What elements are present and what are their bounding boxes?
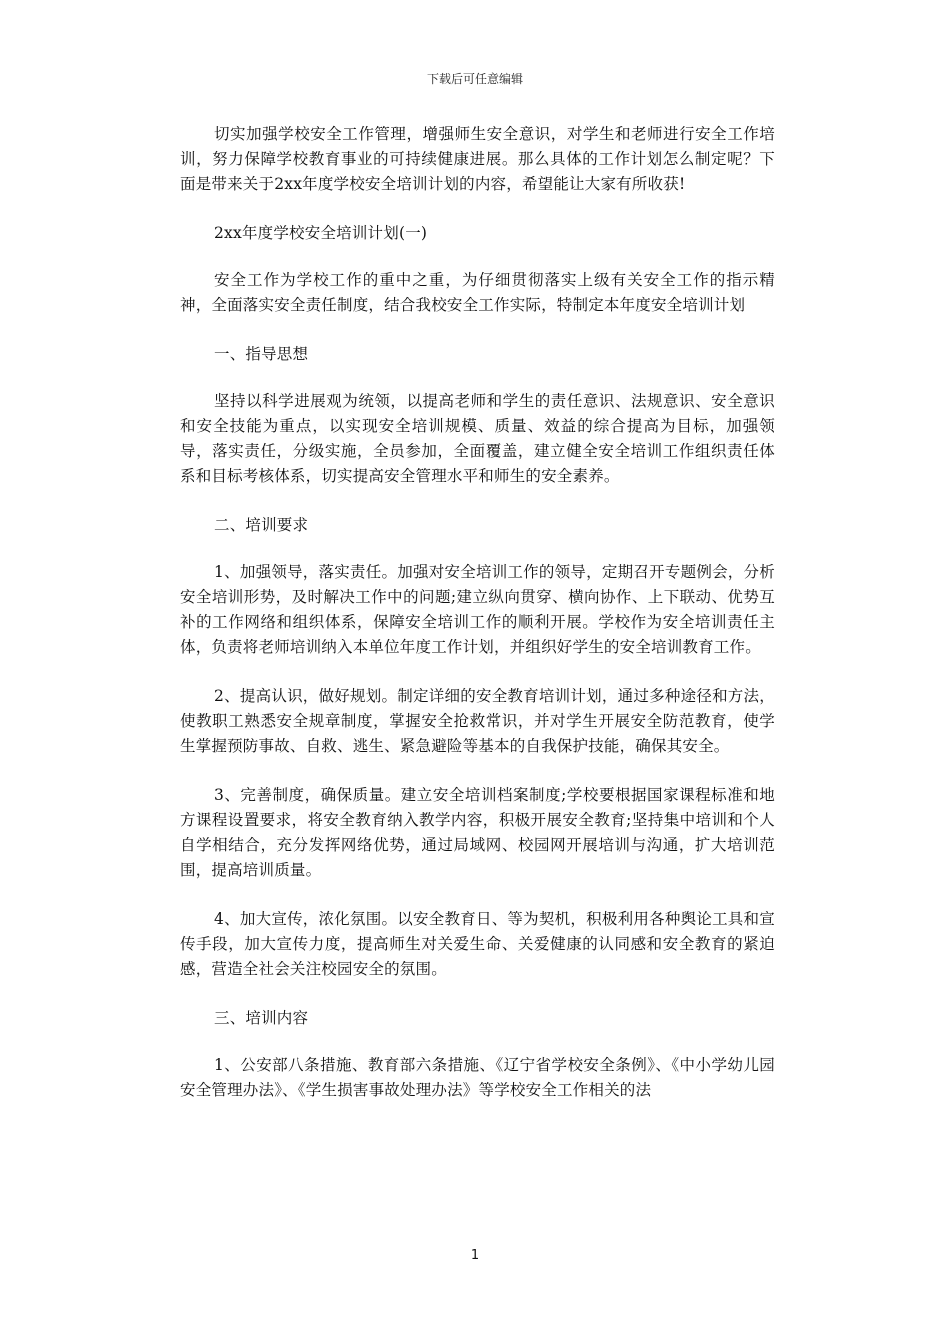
page-header: 下载后可任意编辑	[426, 72, 523, 86]
intro-paragraph: 切实加强学校安全工作管理，增强师生安全意识，对学生和老师进行安全工作培训，努力保障学校教育事业的可持续健康进展。那么具体的工作计划怎么制定呢？下面是带来关于2xx年度学校安全培训计划的内容，希望能让大家有所收获!	[180, 125, 775, 193]
section-heading-training-content: 三、培训内容	[214, 1009, 309, 1027]
preface-paragraph: 安全工作为学校工作的重中之重，为仔细贯彻落实上级有关安全工作的指示精神，全面落实安全责任制度，结合我校安全工作实际，特制定本年度安全培训计划	[180, 271, 775, 314]
page-number: 1	[470, 1248, 480, 1263]
requirement-item-1: 1、加强领导，落实责任。加强对安全培训工作的领导，定期召开专题例会，分析安全培训形势，及时解决工作中的问题;建立纵向贯穿、横向协作、上下联动、优势互补的工作网络和组织体系，保障安全培训工作的顺利开展。学校作为安全培训责任主体，负责将老师培训纳入本单位年度工作计划，并组织好学生的安全培训教育工作。	[180, 563, 775, 656]
requirement-item-2: 2、提高认识，做好规划。制定详细的安全教育培训计划，通过多种途径和方法，使教职工熟悉安全规章制度，掌握安全抢救常识，并对学生开展安全防范教育，使学生掌握预防事故、自救、逃生、紧急避险等基本的自我保护技能，确保其安全。	[180, 687, 775, 755]
section-heading-training-requirements: 二、培训要求	[214, 516, 309, 534]
document-body	[180, 122, 775, 1103]
requirement-item-3: 3、完善制度，确保质量。建立安全培训档案制度;学校要根据国家课程标准和地方课程设置要求，将安全教育纳入教学内容，积极开展安全教育;坚持集中培训和个人自学相结合，充分发挥网络优势，通过局域网、校园网开展培训与沟通，扩大培训范围，提高培训质量。	[180, 786, 775, 879]
guiding-ideology-paragraph: 坚持以科学进展观为统领，以提高老师和学生的责任意识、法规意识、安全意识和安全技能为重点，以实现安全培训规模、质量、效益的综合提高为目标，加强领导，落实责任，分级实施，全员参加，全面覆盖，建立健全安全培训工作组织责任体系和目标考核体系，切实提高安全管理水平和师生的安全素养。	[180, 392, 775, 485]
content-item-1: 1、公安部八条措施、教育部六条措施、《辽宁省学校安全条例》、《中小学幼儿园安全管理办法》、《学生损害事故处理办法》等学校安全工作相关的法	[180, 1056, 775, 1099]
plan-title: 2xx年度学校安全培训计划(一)	[214, 224, 428, 242]
section-heading-guiding-ideology: 一、指导思想	[214, 345, 309, 363]
requirement-item-4: 4、加大宣传，浓化氛围。以安全教育日、等为契机，积极利用各种舆论工具和宣传手段，加大宣传力度，提高师生对关爱生命、关爱健康的认同感和安全教育的紧迫感，营造全社会关注校园安全的氛围。	[180, 910, 775, 978]
